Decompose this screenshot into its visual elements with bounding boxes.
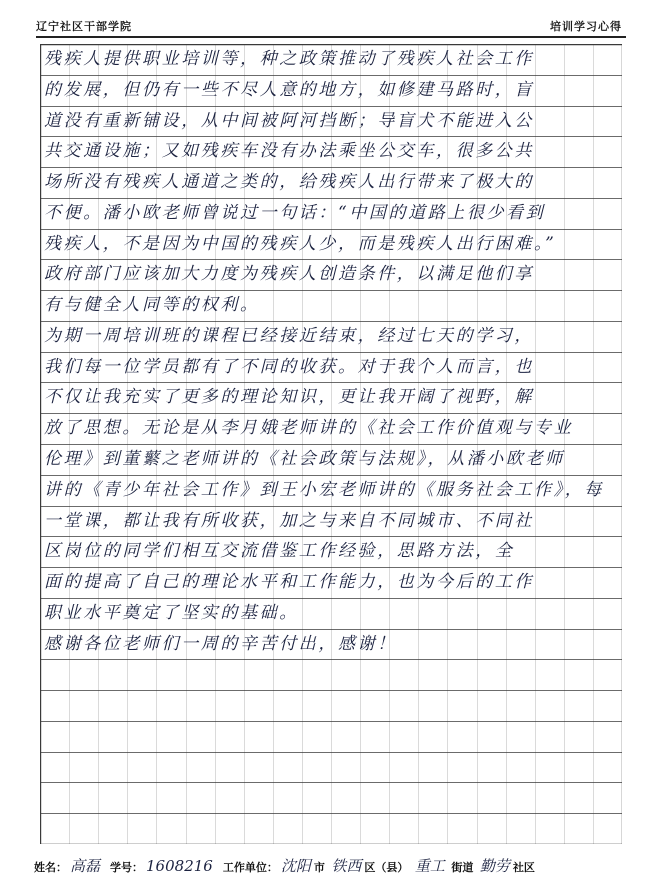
community-value: 勤劳	[479, 857, 510, 875]
handwritten-line: 一堂课，都让我有所收获，加之与来自不同城市、不同社	[44, 510, 534, 531]
writing-sheet	[40, 44, 622, 844]
handwritten-line: 残疾人提供职业培训等，种之政策推动了残疾人社会工作	[44, 49, 534, 69]
handwritten-line	[44, 813, 618, 843]
handwritten-line	[44, 752, 618, 782]
community-label: 社区	[512, 861, 535, 874]
handwritten-line: 的发展，但仍有一些不尽人意的地方，如修建马路时，盲	[44, 79, 534, 100]
handwritten-line: 不仅让我充实了更多的理论知识，更让我开阔了视野，解	[44, 387, 534, 408]
handwritten-line: 共交通设施；又如残疾车没有办法乘坐公交车，很多公共	[44, 141, 534, 162]
handwritten-line	[44, 782, 618, 812]
handwritten-line: 放了思想。无论是从李月娥老师讲的《社会工作价值观与专业	[44, 418, 574, 439]
handwritten-line: 有与健全人同等的权利。	[44, 295, 260, 316]
handwritten-line: 道没有重新铺设，从中间被阿河挡断；导盲犬不能进入公	[44, 110, 534, 131]
name-label: 姓名：	[34, 861, 67, 874]
city-value: 沈阳	[280, 857, 311, 875]
handwritten-line: 残疾人，不是因为中国的残疾人少，而是残疾人出行困难。”	[44, 233, 557, 254]
handwritten-line	[44, 690, 618, 720]
student-no-label: 学号：	[110, 861, 144, 874]
handwritten-line	[44, 659, 618, 689]
street-value: 重工	[414, 857, 445, 875]
student-no-value: 1608216	[146, 857, 213, 875]
header-rule	[36, 36, 626, 38]
city-label: 市	[313, 861, 325, 874]
institution-name: 辽宁社区干部学院	[36, 20, 132, 33]
signature-footer	[34, 855, 535, 876]
district-value: 铁西	[331, 857, 362, 875]
handwritten-line: 为期一周培训班的课程已经接近结束，经过七天的学习，	[44, 325, 534, 346]
handwritten-line: 场所没有残疾人通道之类的，给残疾人出行带来了极大的	[44, 172, 534, 193]
handwritten-line: 政府部门应该加大力度为残疾人创造条件，以满足他们享	[44, 264, 534, 285]
name-value: 高磊	[70, 857, 101, 875]
handwritten-line	[44, 721, 618, 751]
handwritten-line: 我们每一位学员都有了不同的收获。对于我个人而言，也	[44, 356, 534, 377]
handwritten-line: 职业水平奠定了坚实的基础。	[44, 602, 299, 623]
work-unit-label: 工作单位：	[222, 861, 278, 874]
handwritten-line: 伦理》到董蘩之老师讲的《社会政策与法规》，从潘小欧老师	[44, 449, 565, 469]
document-title: 培训学习心得	[550, 20, 622, 33]
handwritten-line: 区岗位的同学们相互交流借鉴工作经验，思路方法，全	[44, 541, 515, 562]
street-label: 街道	[451, 861, 474, 874]
handwritten-line: 讲的《青少年社会工作》到王小宏老师讲的《服务社会工作》，每	[44, 479, 604, 500]
handwritten-line: 面的提高了自己的理论水平和工作能力，也为今后的工作	[44, 572, 534, 593]
handwritten-line: 不便。潘小欧老师曾说过一句话：“中国的道路上很少看到	[44, 202, 546, 223]
handwritten-line: 感谢各位老师们一周的辛苦付出，感谢！	[44, 633, 397, 654]
district-label: 区（县）	[364, 861, 409, 874]
